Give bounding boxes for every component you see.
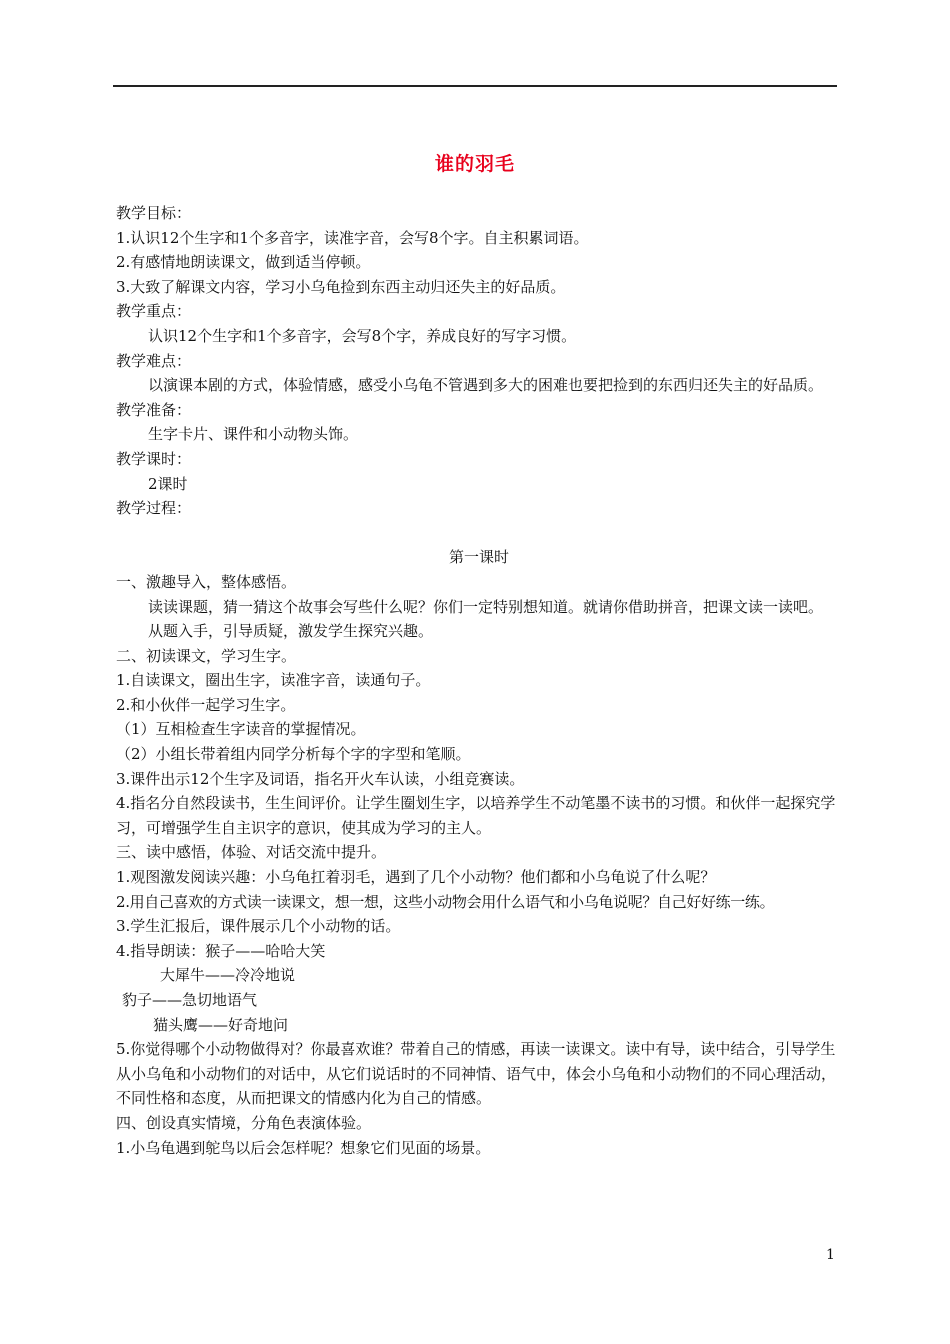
section-heading-periods: 教学课时： bbox=[116, 449, 192, 468]
step-2-subitem-2: （2）小组长带着组内同学分析每个字的字型和笔顺。 bbox=[116, 745, 471, 764]
step-2-item-1: 1.自读课文，圈出生字，读准字音，读通句子。 bbox=[116, 671, 431, 690]
step-3-item-2: 2.用自己喜欢的方式读一读课文，想一想，这些小动物会用什么语气和小乌龟说呢？自己好好练一练。 bbox=[116, 892, 775, 911]
section-heading-difficulties: 教学难点： bbox=[116, 351, 192, 370]
goal-item-1: 1.认识12个生字和1个多音字，读准字音，会写8个字。自主积累词语。 bbox=[116, 228, 589, 247]
key-points-text: 认识12个生字和1个多音字，会写8个字，养成良好的写字习惯。 bbox=[148, 326, 577, 345]
step-1-heading: 一、激趣导入，整体感悟。 bbox=[116, 572, 297, 591]
section-heading-goals: 教学目标： bbox=[116, 204, 192, 222]
section-heading-key-points: 教学重点： bbox=[116, 302, 192, 321]
step-4-heading: 四、创设真实情境，分角色表演体验。 bbox=[116, 1113, 372, 1132]
lesson-heading: 第一课时 bbox=[448, 548, 509, 567]
section-heading-process: 教学过程： bbox=[116, 499, 192, 518]
step-4-item-1: 1.小乌龟遇到鸵鸟以后会怎样呢？想象它们见面的场景。 bbox=[116, 1138, 491, 1157]
goal-item-2: 2.有感情地朗读课文，做到适当停顿。 bbox=[116, 253, 371, 272]
goal-item-3: 3.大致了解课文内容，学习小乌龟捡到东西主动归还失主的好品质。 bbox=[116, 277, 566, 296]
preparation-text: 生字卡片、课件和小动物头饰。 bbox=[148, 425, 359, 444]
document-body bbox=[116, 201, 842, 1160]
spacer bbox=[116, 521, 842, 546]
step-1-text: 读读课题，猜一猜这个故事会写些什么呢？你们一定特别想知道。就请你借助拼音，把课文读一读吧。 bbox=[148, 597, 824, 616]
header-rule bbox=[113, 85, 837, 87]
difficulties-text: 以演课本剧的方式，体验情感，感受小乌龟不管遇到多大的困难也要把捡到的东西归还失主的好品质。 bbox=[148, 376, 824, 395]
step-3-item-5: 5.你觉得哪个小动物做得对？你最喜欢谁？带着自己的情感，再读一读课文。读中有导，读中结合，引导学生从小乌龟和小动物们的对话中，从它们说话时的不同神情、语气中，体会小乌龟和小动物们的不同心理活动，不同性格和态度，从而把课文的情感内化为自己的情感。 bbox=[116, 1040, 837, 1108]
step-2-heading: 二、初读课文，学习生字。 bbox=[116, 646, 297, 665]
reading-cue-owl: 猫头鹰——好奇地问 bbox=[153, 1015, 289, 1034]
reading-cue-rhino: 大犀牛——冷冷地说 bbox=[160, 966, 296, 985]
step-3-item-3: 3.学生汇报后，课件展示几个小动物的话。 bbox=[116, 917, 401, 936]
step-2-item-4: 4.指名分自然段读书，生生间评价。让学生圈划生字，以培养学生不动笔墨不读书的习惯。和伙伴一起探究学习，可增强学生自主识字的意识，使其成为学习的主人。 bbox=[116, 794, 836, 837]
periods-text: 2课时 bbox=[148, 474, 188, 493]
document-title: 谁的羽毛 bbox=[434, 153, 515, 175]
step-3-item-4: 4.指导朗读：猴子——哈哈大笑 bbox=[116, 941, 326, 960]
step-2-item-2: 2.和小伙伴一起学习生字。 bbox=[116, 695, 296, 714]
step-3-heading: 三、读中感悟，体验、对话交流中提升。 bbox=[116, 843, 387, 862]
step-3-item-1: 1.观图激发阅读兴趣：小乌龟扛着羽毛，遇到了几个小动物？他们都和小乌龟说了什么呢？ bbox=[116, 868, 716, 887]
step-1-note: 从题入手，引导质疑，激发学生探究兴趣。 bbox=[148, 622, 434, 641]
step-2-subitem-1: （1）互相检查生字读音的掌握情况。 bbox=[116, 720, 366, 739]
section-heading-preparation: 教学准备： bbox=[116, 400, 192, 419]
page-number: 1 bbox=[826, 1247, 835, 1263]
reading-cue-leopard: 豹子——急切地语气 bbox=[122, 991, 258, 1009]
step-2-item-3: 3.课件出示12个生字及词语，指名开火车认读，小组竞赛读。 bbox=[116, 769, 525, 788]
